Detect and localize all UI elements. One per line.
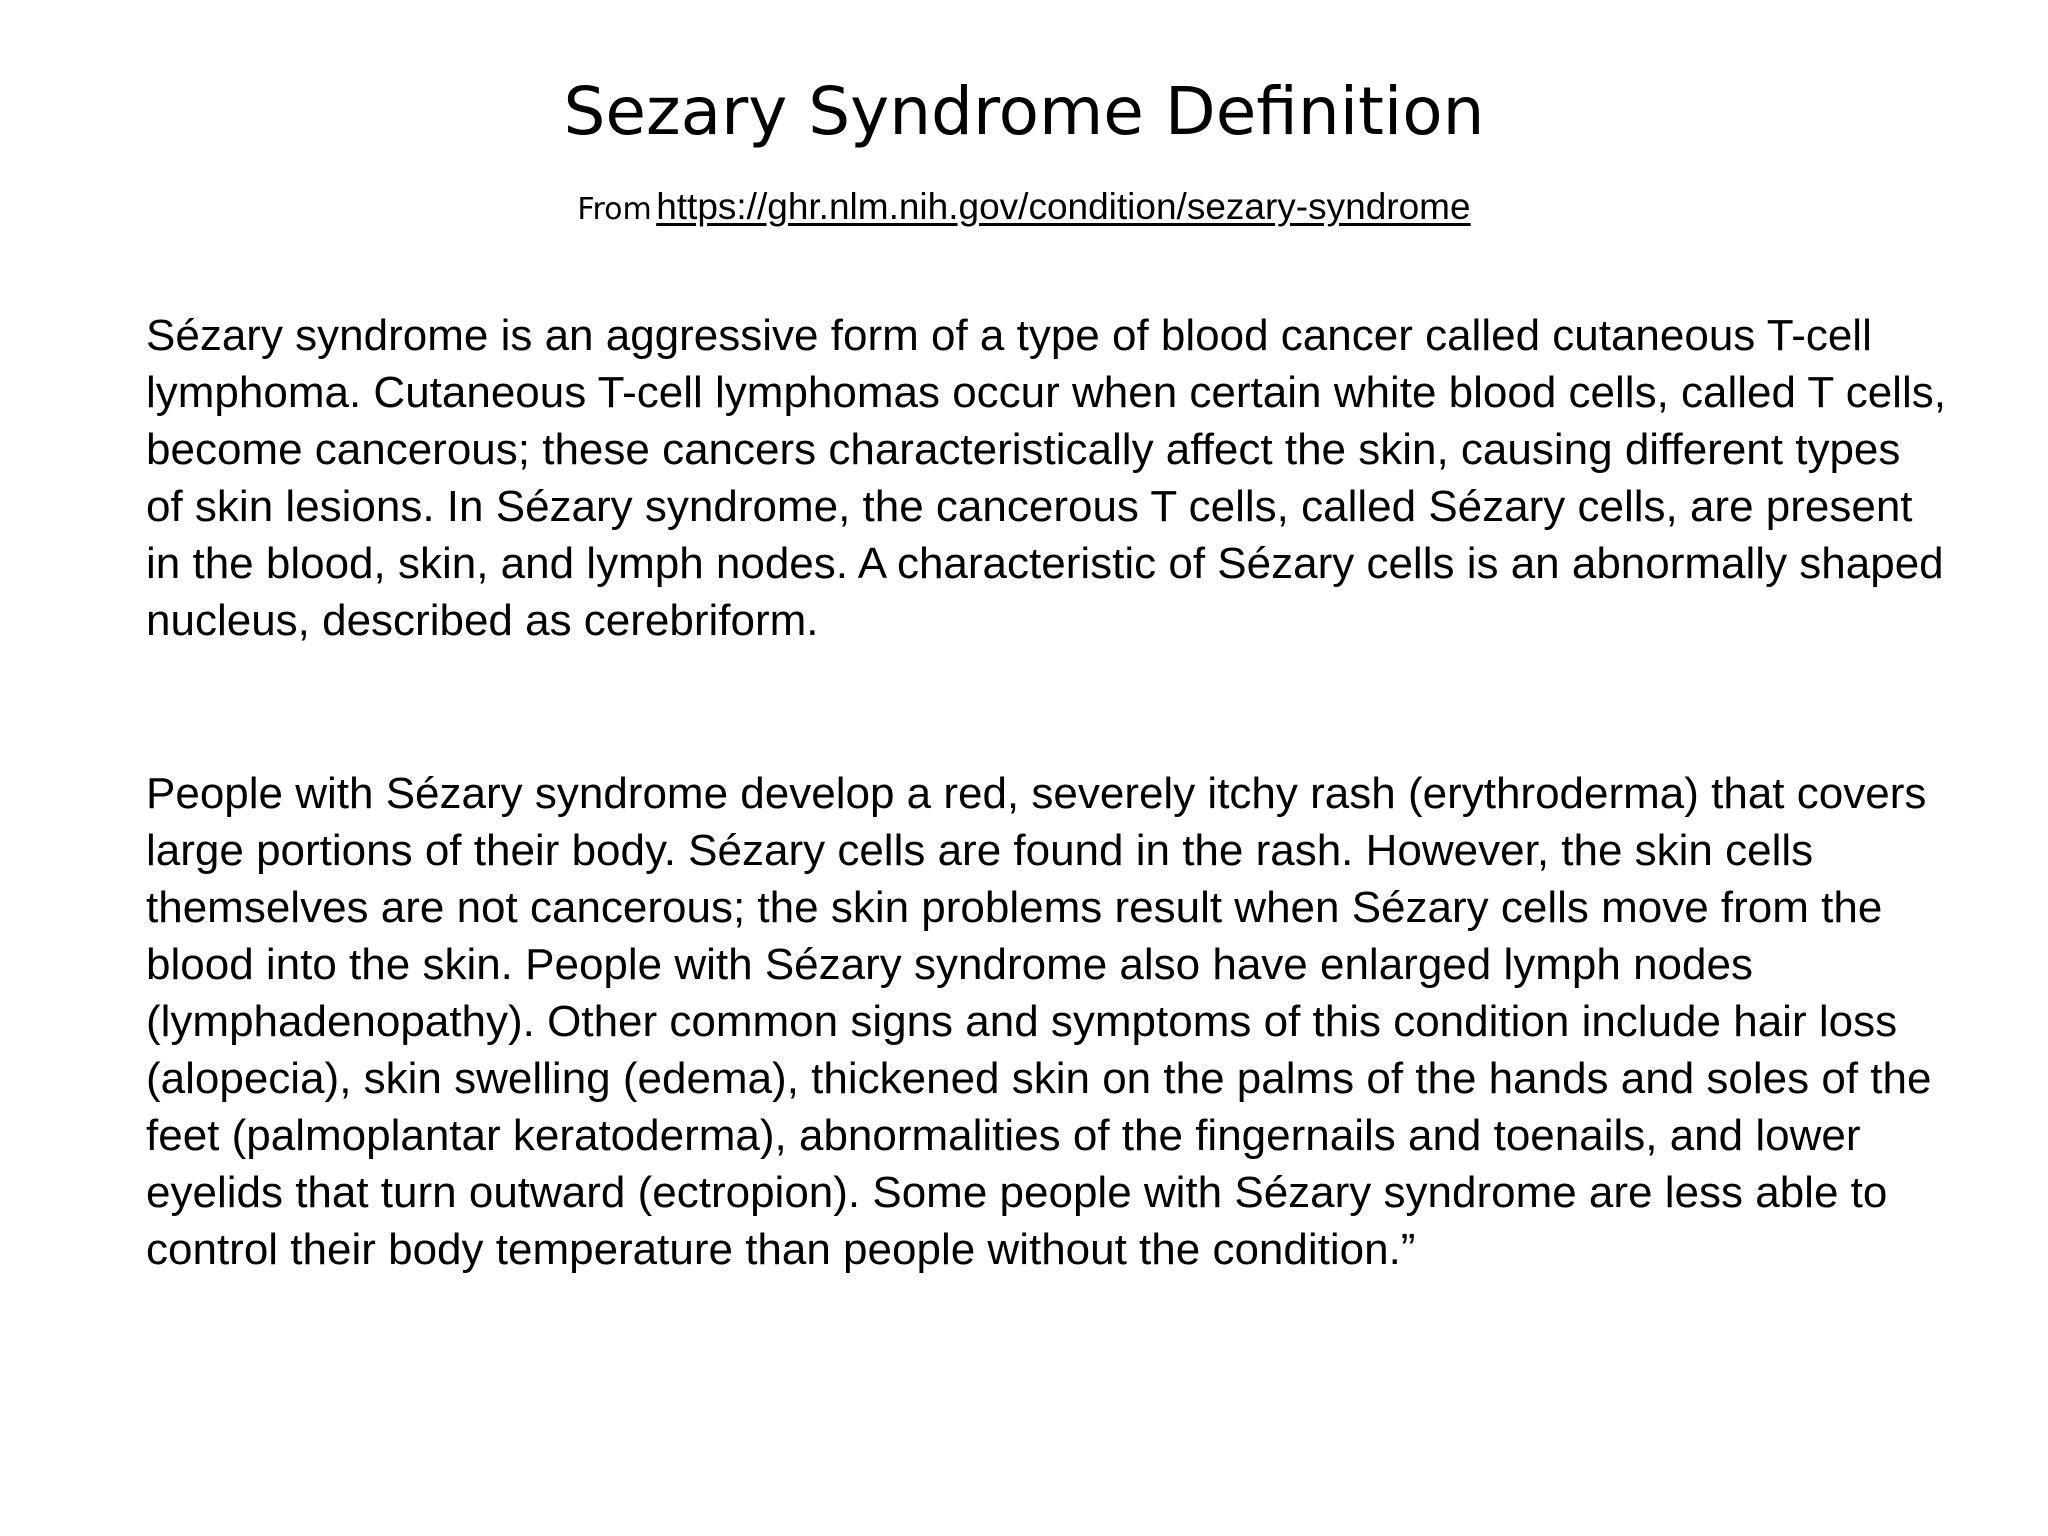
source-prefix: From — [577, 192, 652, 227]
source-line — [0, 186, 2048, 228]
paragraph-symptoms: People with Sézary syndrome develop a red, severely itchy rash (erythroderma) that covers large portions of their body. Sézary cells are found in the rash. However, the skin cells themselves are not cancerous; the skin problems result when Sézary cells move from the blood into the skin. People with Sézary syndrome also have enlarged lymph nodes (lymphadenopathy). Other common signs and symptoms of this condition include hair loss (alopecia), skin swelling (edema), thickened skin on the palms of the hands and soles of the feet (palmoplantar keratoderma), abnormalities of the fingernails and toenails, and lower eyelids that turn outward (ectropion). Some people with Sézary syndrome are less able to control their body temperature than people without the condition.” — [146, 769, 1932, 1274]
source-link[interactable]: https://ghr.nlm.nih.gov/condition/sezary-syndrome — [656, 186, 1471, 227]
paragraph-definition: Sézary syndrome is an aggressive form of a type of blood cancer called cutaneous T-cell lymphoma. Cutaneous T-cell lymphomas occur when certain white blood cells, called T cells, become cancerous; these cancers characteristically affect the skin, causing different types of skin lesions. In Sézary syndrome, the cancerous T cells, called Sézary cells, are present in the blood, skin, and lymph nodes. A characteristic of Sézary cells is an abnormally shaped nucleus, described as cerebriform. — [146, 311, 1946, 645]
slide-title: Sezary Syndrome Definition — [563, 73, 1485, 150]
